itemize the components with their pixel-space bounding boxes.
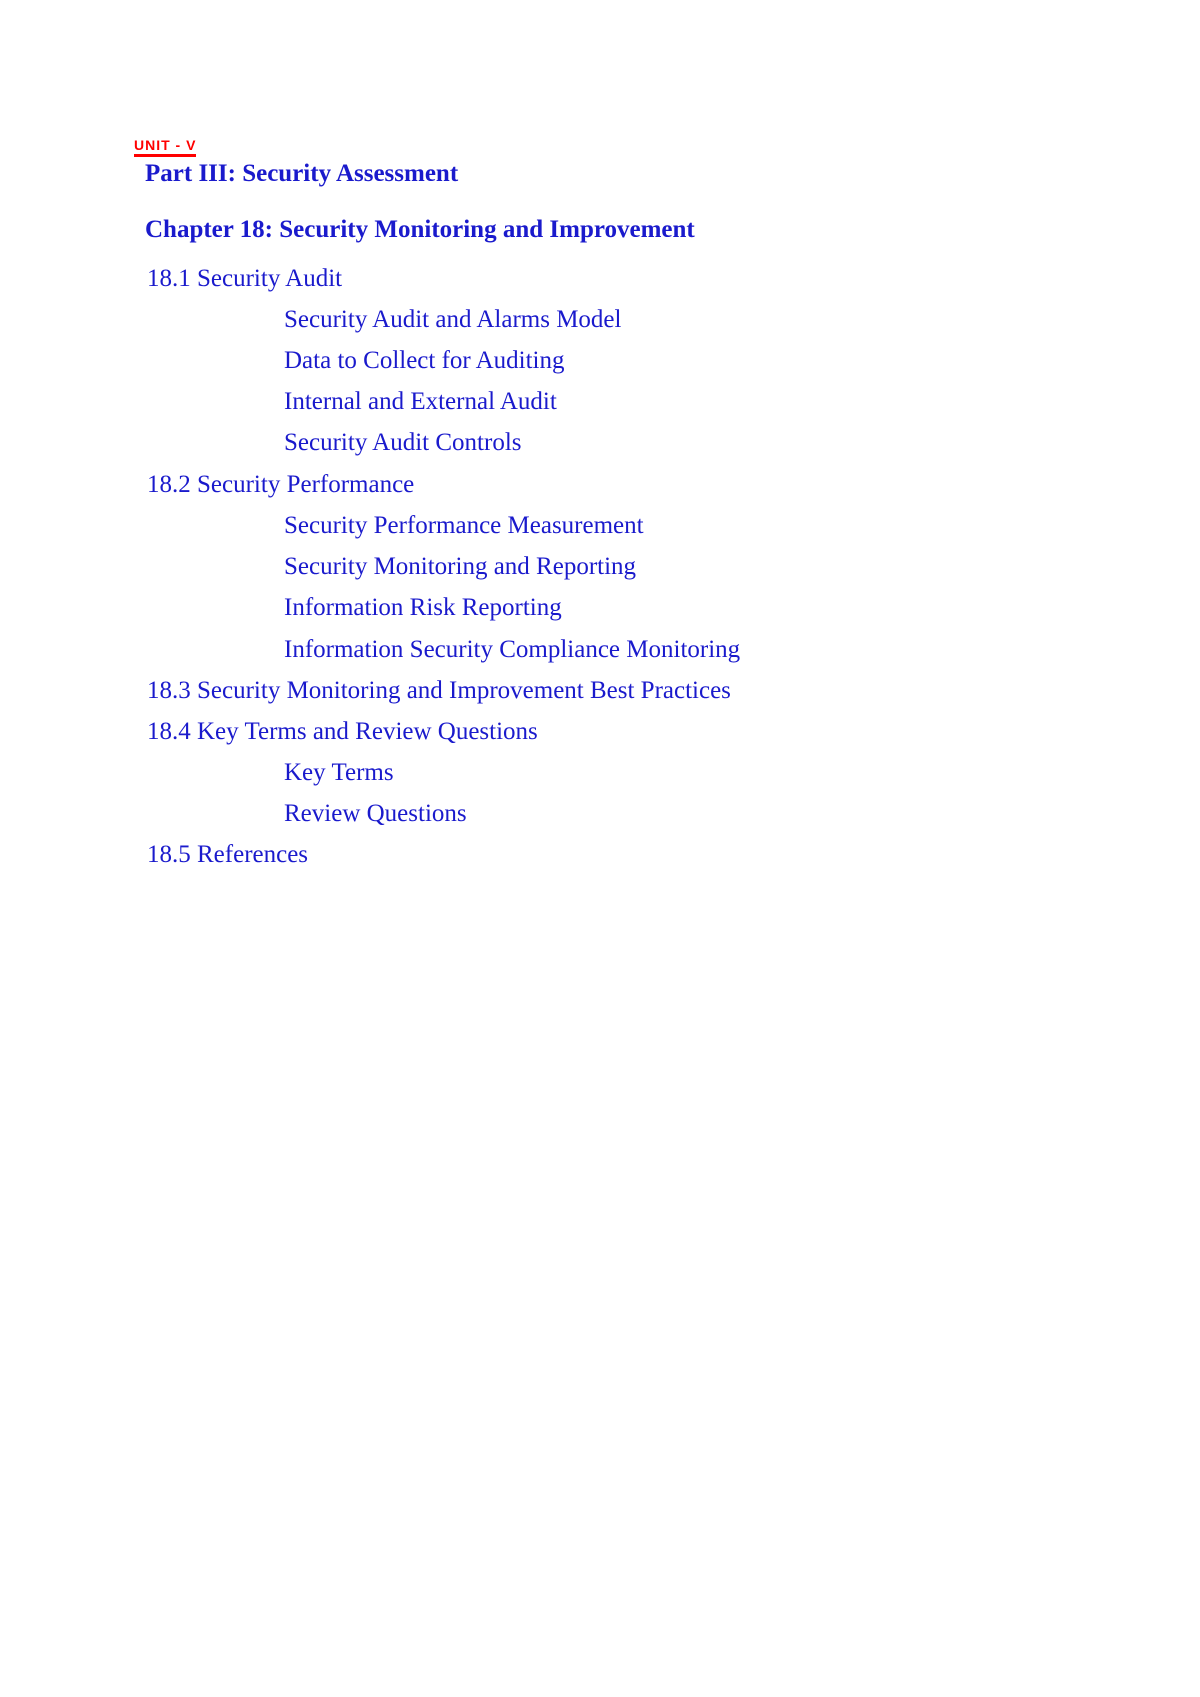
toc-item: 18.1 Security Audit [147, 265, 343, 292]
toc-subitem: Information Risk Reporting [284, 594, 562, 621]
chapter-title: Chapter 18: Security Monitoring and Improvement [145, 216, 695, 243]
toc-item: 18.2 Security Performance [147, 471, 415, 498]
toc-item: 18.4 Key Terms and Review Questions [147, 718, 538, 745]
toc-subitem: Security Performance Measurement [284, 512, 644, 539]
toc-subitem: Data to Collect for Auditing [284, 347, 565, 374]
unit-label: UNIT - V [134, 138, 196, 157]
toc-item: 18.5 References [147, 841, 309, 868]
toc-subitem: Security Audit and Alarms Model [284, 306, 622, 333]
toc-subitem: Review Questions [284, 800, 467, 827]
toc-subitem: Key Terms [284, 759, 394, 786]
toc-item: 18.3 Security Monitoring and Improvement Best Practices [147, 677, 731, 704]
toc-subitem: Security Monitoring and Reporting [284, 553, 637, 580]
part-title: Part III: Security Assessment [145, 160, 459, 187]
toc-subitem: Security Audit Controls [284, 429, 522, 456]
toc-subitem: Internal and External Audit [284, 388, 557, 415]
toc-subitem: Information Security Compliance Monitoring [284, 636, 741, 663]
